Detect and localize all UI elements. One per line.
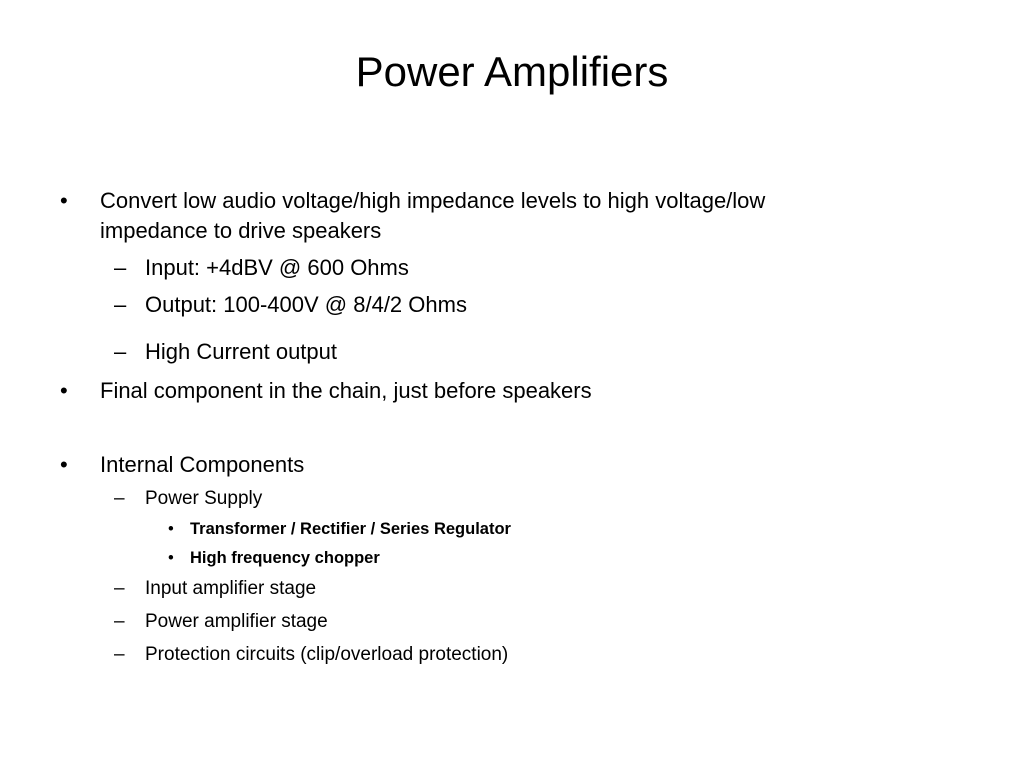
sub-bullet-text: Input amplifier stage [145, 578, 317, 599]
bullet-marker: • [168, 520, 174, 538]
bullet-text: Convert low audio voltage/high impedance levels to high voltage/low [100, 188, 766, 213]
sub-bullet-text: High Current output [145, 339, 337, 364]
bullet-text-continuation: impedance to drive speakers [100, 218, 382, 243]
sub-sub-bullet-text: Transformer / Rectifier / Series Regulator [190, 520, 511, 538]
sub-bullet-text: Protection circuits (clip/overload protection) [145, 644, 509, 665]
dash-marker: – [114, 578, 125, 599]
sub-bullet-text: Output: 100-400V @ 8/4/2 Ohms [145, 292, 467, 317]
dash-marker: – [114, 339, 127, 364]
bullet-marker: • [60, 452, 68, 477]
bullet-marker: • [60, 378, 68, 403]
sub-bullet-text: Input: +4dBV @ 600 Ohms [145, 255, 409, 280]
sub-bullet-text: Power amplifier stage [145, 611, 328, 632]
sub-bullet-text: Power Supply [145, 488, 263, 509]
bullet-marker: • [60, 188, 68, 213]
dash-marker: – [114, 611, 125, 632]
sub-sub-bullet-text: High frequency chopper [190, 549, 380, 567]
dash-marker: – [114, 292, 127, 317]
dash-marker: – [114, 488, 125, 509]
bullet-text: Final component in the chain, just before speakers [100, 378, 592, 403]
bullet-text: Internal Components [100, 452, 305, 477]
slide-title: Power Amplifiers [355, 48, 669, 95]
dash-marker: – [114, 255, 127, 280]
dash-marker: – [114, 644, 125, 665]
bullet-marker: • [168, 549, 174, 567]
